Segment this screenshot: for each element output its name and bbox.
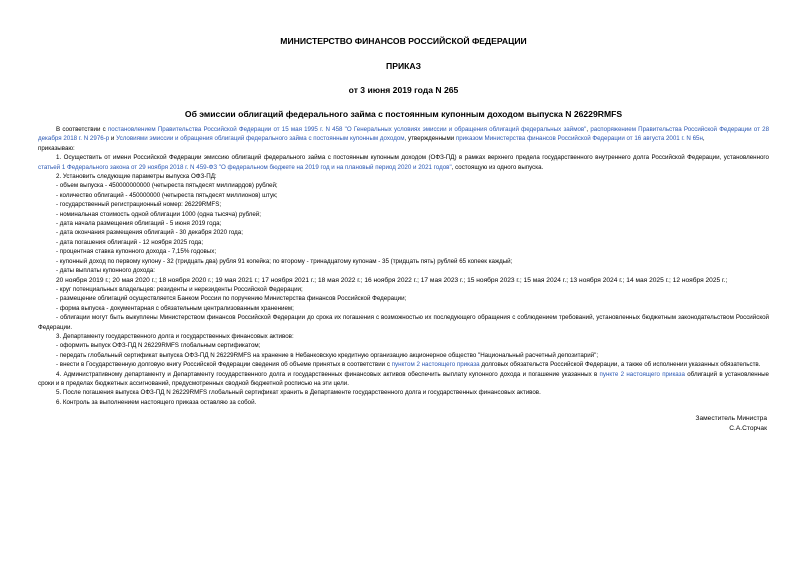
item-4-text: 4. Административному департаменту и Департаменту государственного долга и государственных финансовых активов обеспечить выплату купонного дохода и погашение указанных в — [56, 370, 600, 378]
param-line: - даты выплаты купонного дохода: — [56, 267, 155, 275]
document-body — [38, 125, 769, 407]
item-3-text: - внести в Государственную долговую книгу Российской Федерации сведения об объеме принятых в соответствии с — [56, 361, 392, 369]
param-line: - облигации могут быть выкуплены Министерством финансов Российской Федерации до срока их погашения с возможностью их последующего обращения с соблюдением требований, установленных бюджетным законодательством Российской Федерации. — [38, 314, 769, 331]
link-minfin-order[interactable]: приказом Министерства финансов Российской Федерации от 16 августа 2001 г. N 65н — [455, 135, 703, 143]
preamble-text: , — [586, 126, 591, 133]
link-point-2[interactable]: пунктом 2 настоящего приказа — [391, 361, 480, 369]
item-3-line: - передать глобальный сертификат выпуска ОФЗ-ПД N 26229RMFS на хранение в Небанковскую кредитную организацию акционерное общество "Национальный расчетный депозитарий"; — [56, 351, 599, 359]
preamble-text: и — [109, 135, 117, 143]
param-line: - номинальная стоимость одной облигации 1000 (одна тысяча) рублей; — [56, 210, 261, 218]
signature-name: С.А.Сторчак — [729, 424, 767, 432]
item-3-text: долговых обязательств Российской Федерации, а также об исполнении указанных обязательств. — [479, 361, 761, 369]
ministry-heading: МИНИСТЕРСТВО ФИНАНСОВ РОССИЙСКОЙ ФЕДЕРАЦИИ — [280, 36, 527, 46]
param-line: - размещение облигаций осуществляется Банком России по поручению Министерства финансов Российской Федерации; — [56, 295, 407, 303]
link-point-2-second[interactable]: пункте 2 настоящего приказа — [599, 370, 685, 378]
link-federal-law[interactable]: статьей 1 Федерального закона от 29 ноября 2018 г. N 459-ФЗ "О федеральном бюджете на 2019 год и на плановый период 2020 и 2021 годов" — [38, 163, 452, 171]
preamble-text: В соответствии с — [56, 126, 108, 133]
param-line: - дата погашения облигаций - 12 ноября 2025 года; — [56, 238, 204, 246]
date-number-heading: от 3 июня 2019 года N 265 — [348, 85, 459, 95]
item-1-text: 1. Осуществить от имени Российской Федерации эмиссию облигаций федерального займа с постоянным купонным доходом (ОФЗ-ПД) в рамках верхнего предела государственного внутреннего долга Российской Федерации, установленного — [56, 154, 769, 162]
param-line: - объем выпуска - 450000000000 (четыреста пятьдесят миллиардов) рублей; — [56, 182, 278, 190]
doc-type-heading: ПРИКАЗ — [386, 61, 421, 71]
param-line: - дата начала размещения облигаций - 5 июня 2019 года; — [56, 220, 222, 228]
param-line: - количество облигаций - 450000000 (четыреста пятьдесят миллионов) штук; — [56, 191, 278, 199]
item-1-text: , состоящую из одного выпуска. — [451, 163, 544, 171]
item-4-text: облигаций в установленные сроки и в пределах бюджетных ассигнований, предусмотренных сводной бюджетной росписью на эти цели. — [38, 370, 769, 387]
item-4 — [38, 370, 769, 389]
item-2-title: 2. Установить следующие параметры выпуска ОФЗ-ПД: — [56, 173, 217, 181]
document-title: Об эмиссии облигаций федерального займа с постоянным купонным доходом выпуска N 26229RMFS — [184, 109, 623, 119]
item-1 — [38, 153, 769, 172]
param-line: - процентная ставка купонного дохода - 7,15% годовых; — [56, 248, 217, 256]
item-3-last — [38, 360, 769, 369]
param-line: - дата окончания размещения облигаций - 30 декабря 2020 года; — [56, 229, 243, 237]
coupon-dates: 20 ноября 2019 г.; 20 мая 2020 г.; 18 ноября 2020 г.; 19 мая 2021 г.; 17 ноября 2021 г.; 18 мая 2022 г.; 16 ноября 2022 г.; 17 мая 2023 г.; 15 ноября 2023 г.; 15 мая 2024 г.; 13 ноября 2024 г.; 14 мая 2025 г.; 12 ноября 2025 г.; — [56, 276, 728, 284]
item-6: 6. Контроль за выполнением настоящего приказа оставляю за собой. — [56, 398, 257, 406]
item-3-line: - оформить выпуск ОФЗ-ПД N 26229RMFS глобальным сертификатом; — [56, 342, 261, 350]
signature-position: Заместитель Министра — [695, 415, 767, 423]
signature-block — [38, 414, 769, 433]
order-word: приказываю: — [38, 144, 75, 152]
item-3-title: 3. Департаменту государственного долга и государственных финансовых активов: — [56, 332, 294, 340]
link-issue-conditions[interactable]: Условиями эмиссии и обращения облигаций федерального займа с постоянным купонным доходом — [116, 135, 405, 143]
param-line: - государственный регистрационный номер: 26229RMFS; — [56, 201, 222, 209]
item-5: 5. После погашения выпуска ОФЗ-ПД N 26229RMFS глобальный сертификат хранить в Департаменте государственного долга и государственных финансовых активов. — [56, 389, 541, 397]
param-line: - форма выпуска - документарная с обязательным централизованным хранением; — [56, 304, 294, 312]
link-government-order[interactable]: распоряжением Правительства Российской Федерации от 28 декабря 2018 г. N 2976-р — [38, 126, 770, 143]
preamble-text: , утвержденными — [404, 135, 456, 143]
param-line: - купонный доход по первому купону - 32 (тридцать два) рубля 91 копейка; по второму - тринадцатому купонам - 35 (тридцать пять) рублей 65 копеек каждый; — [56, 257, 513, 265]
param-line: - круг потенциальных владельцев: резиденты и нерезиденты Российской Федерации; — [56, 285, 303, 293]
preamble-text: , — [702, 135, 705, 143]
link-government-decree[interactable]: постановлением Правительства Российской Федерации от 15 мая 1995 г. N 458 "О Генеральных условиях эмиссии и обращения облигаций федеральных займов" — [107, 126, 587, 133]
preamble — [38, 125, 769, 144]
